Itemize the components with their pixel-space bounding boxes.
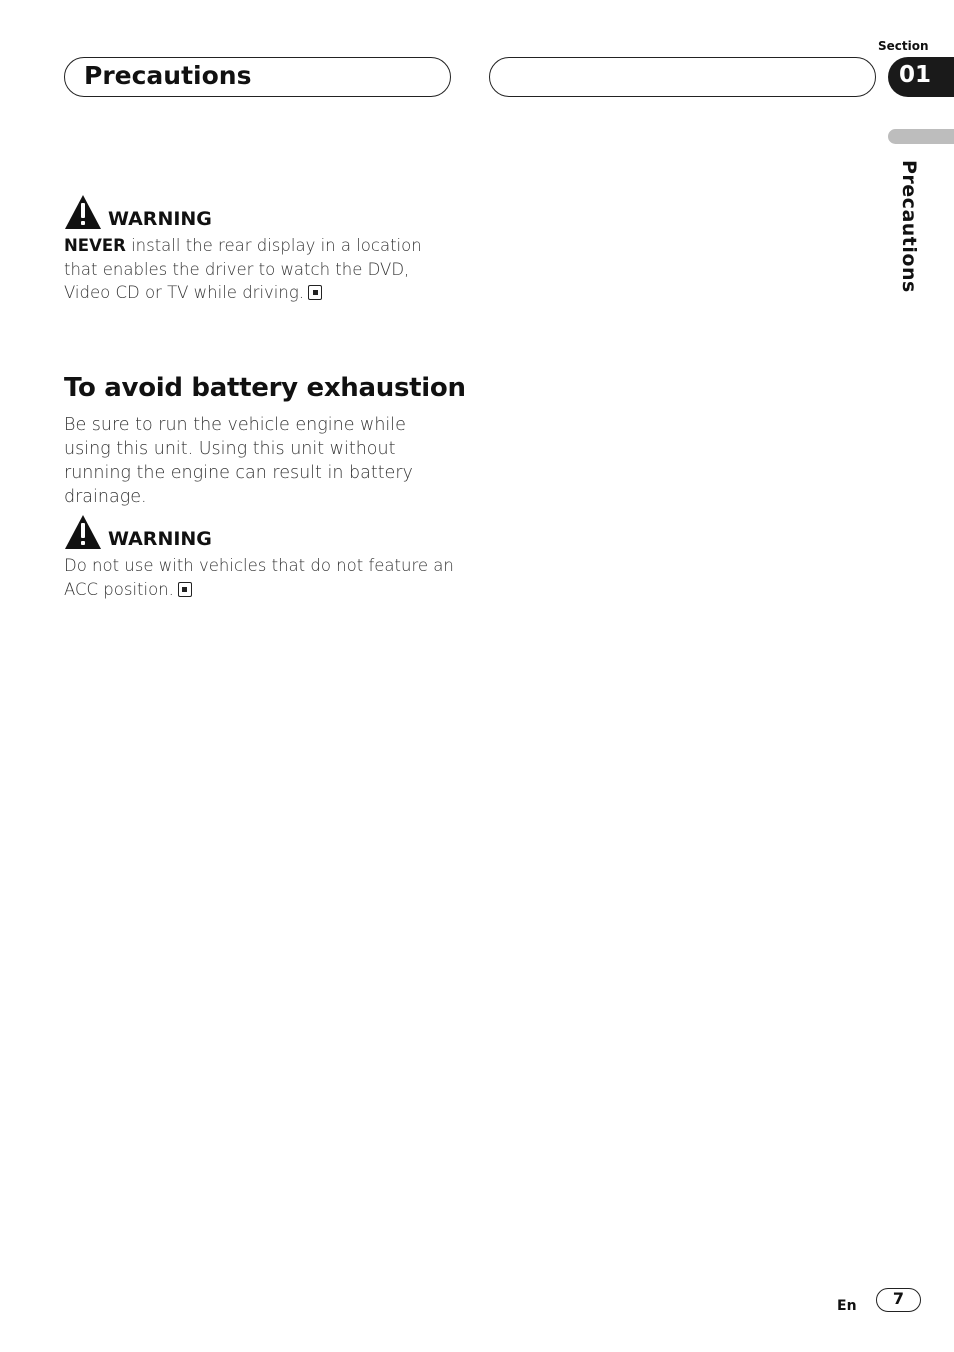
page-title: Precautions xyxy=(84,61,252,90)
language-code: En xyxy=(837,1298,857,1314)
battery-paragraph: Be sure to run the vehicle engine while using this unit. Using this unit without running the engine can result in battery drainage. xyxy=(64,415,413,507)
section-heading-battery: To avoid battery exhaustion xyxy=(64,373,466,403)
warning-text-acc xyxy=(64,554,456,601)
header-empty-pill xyxy=(489,57,876,97)
side-tab-label: Precautions xyxy=(898,160,920,293)
end-mark-icon xyxy=(178,582,192,597)
section-badge xyxy=(888,57,954,97)
warning-heading xyxy=(64,194,212,230)
warning-triangle-icon xyxy=(64,194,102,230)
page-number: 7 xyxy=(892,1289,905,1308)
never-emphasis: NEVER xyxy=(64,236,126,255)
page-number-pill xyxy=(876,1288,921,1312)
warning-heading-2 xyxy=(64,514,212,550)
header-title-pill xyxy=(64,57,451,97)
side-tab-marker xyxy=(888,129,954,144)
warning-body: install the rear display in a location that enables the driver to watch the DVD, Video CD or TV while driving. xyxy=(64,236,422,302)
warning-body: Do not use with vehicles that do not feature an ACC position. xyxy=(64,556,454,599)
warning-triangle-icon xyxy=(64,514,102,550)
end-mark-icon xyxy=(308,285,322,300)
warning-label: WARNING xyxy=(108,208,212,230)
warning-text-rear-display xyxy=(64,234,456,305)
section-label: Section xyxy=(878,39,929,53)
section-number: 01 xyxy=(899,62,932,88)
warning-label: WARNING xyxy=(108,528,212,550)
